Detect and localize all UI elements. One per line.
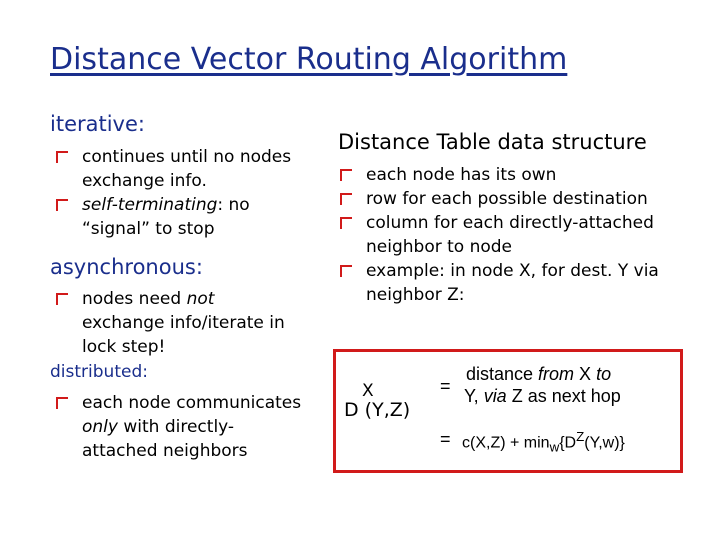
text: via [483, 386, 507, 406]
formula-line-1 [466, 364, 611, 385]
item-text: column for each directly-attached neighbor to node [366, 213, 654, 257]
text: w [549, 439, 560, 455]
formula-equals-1: = [440, 376, 451, 396]
item-italic: only [82, 417, 118, 437]
item-italic: self-terminating [82, 195, 218, 215]
list-item [340, 187, 690, 211]
distance-table-heading: Distance Table data structure [338, 130, 647, 154]
text: distance [466, 364, 539, 384]
text: c(X,Z) + min [462, 434, 550, 452]
square-bullet-icon [56, 199, 69, 212]
list-item [340, 211, 690, 259]
list-item [56, 193, 296, 241]
text: {D [559, 434, 577, 452]
list-item [56, 145, 296, 193]
formula-line-2 [464, 386, 621, 407]
asynchronous-list [56, 287, 296, 359]
square-bullet-icon [56, 397, 69, 410]
square-bullet-icon [340, 265, 353, 278]
slide-title: Distance Vector Routing Algorithm [50, 42, 568, 77]
list-item [56, 287, 296, 359]
text: X [574, 364, 597, 384]
distance-table-list [340, 163, 690, 307]
formula-equals-2: = [440, 429, 451, 449]
iterative-list [56, 145, 296, 241]
item-text: with directly-attached neighbors [82, 417, 248, 461]
item-text: example: in node X, for dest. Y via neighbor Z: [366, 261, 659, 305]
distributed-list [56, 391, 306, 463]
square-bullet-icon [340, 217, 353, 230]
item-text: : no “signal” to stop [82, 195, 250, 239]
item-text: nodes need [82, 289, 187, 309]
item-text: row for each possible destination [366, 189, 648, 209]
square-bullet-icon [56, 151, 69, 164]
square-bullet-icon [340, 193, 353, 206]
text: to [596, 364, 612, 384]
iterative-heading: iterative: [50, 112, 145, 136]
list-item [340, 163, 690, 187]
text: Z [576, 429, 585, 444]
square-bullet-icon [340, 169, 353, 182]
text: Y, [464, 386, 484, 406]
formula-superscript-x: X [362, 381, 374, 401]
formula-d-expression: D (Y,Z) [344, 399, 411, 421]
text: from [538, 364, 575, 384]
text: (Y,w)} [584, 434, 625, 452]
distributed-heading: distributed: [50, 362, 148, 382]
item-text: continues until no nodes exchange info. [82, 147, 292, 191]
item-text: each node communicates [82, 393, 302, 413]
text: Z as next hop [506, 386, 621, 406]
formula-line-3 [462, 429, 625, 455]
item-italic: not [186, 289, 215, 309]
square-bullet-icon [56, 293, 69, 306]
item-text: exchange info/iterate in lock step! [82, 313, 285, 357]
list-item [56, 391, 306, 463]
item-text: each node has its own [366, 165, 557, 185]
asynchronous-heading: asynchronous: [50, 255, 203, 279]
list-item [340, 259, 690, 307]
